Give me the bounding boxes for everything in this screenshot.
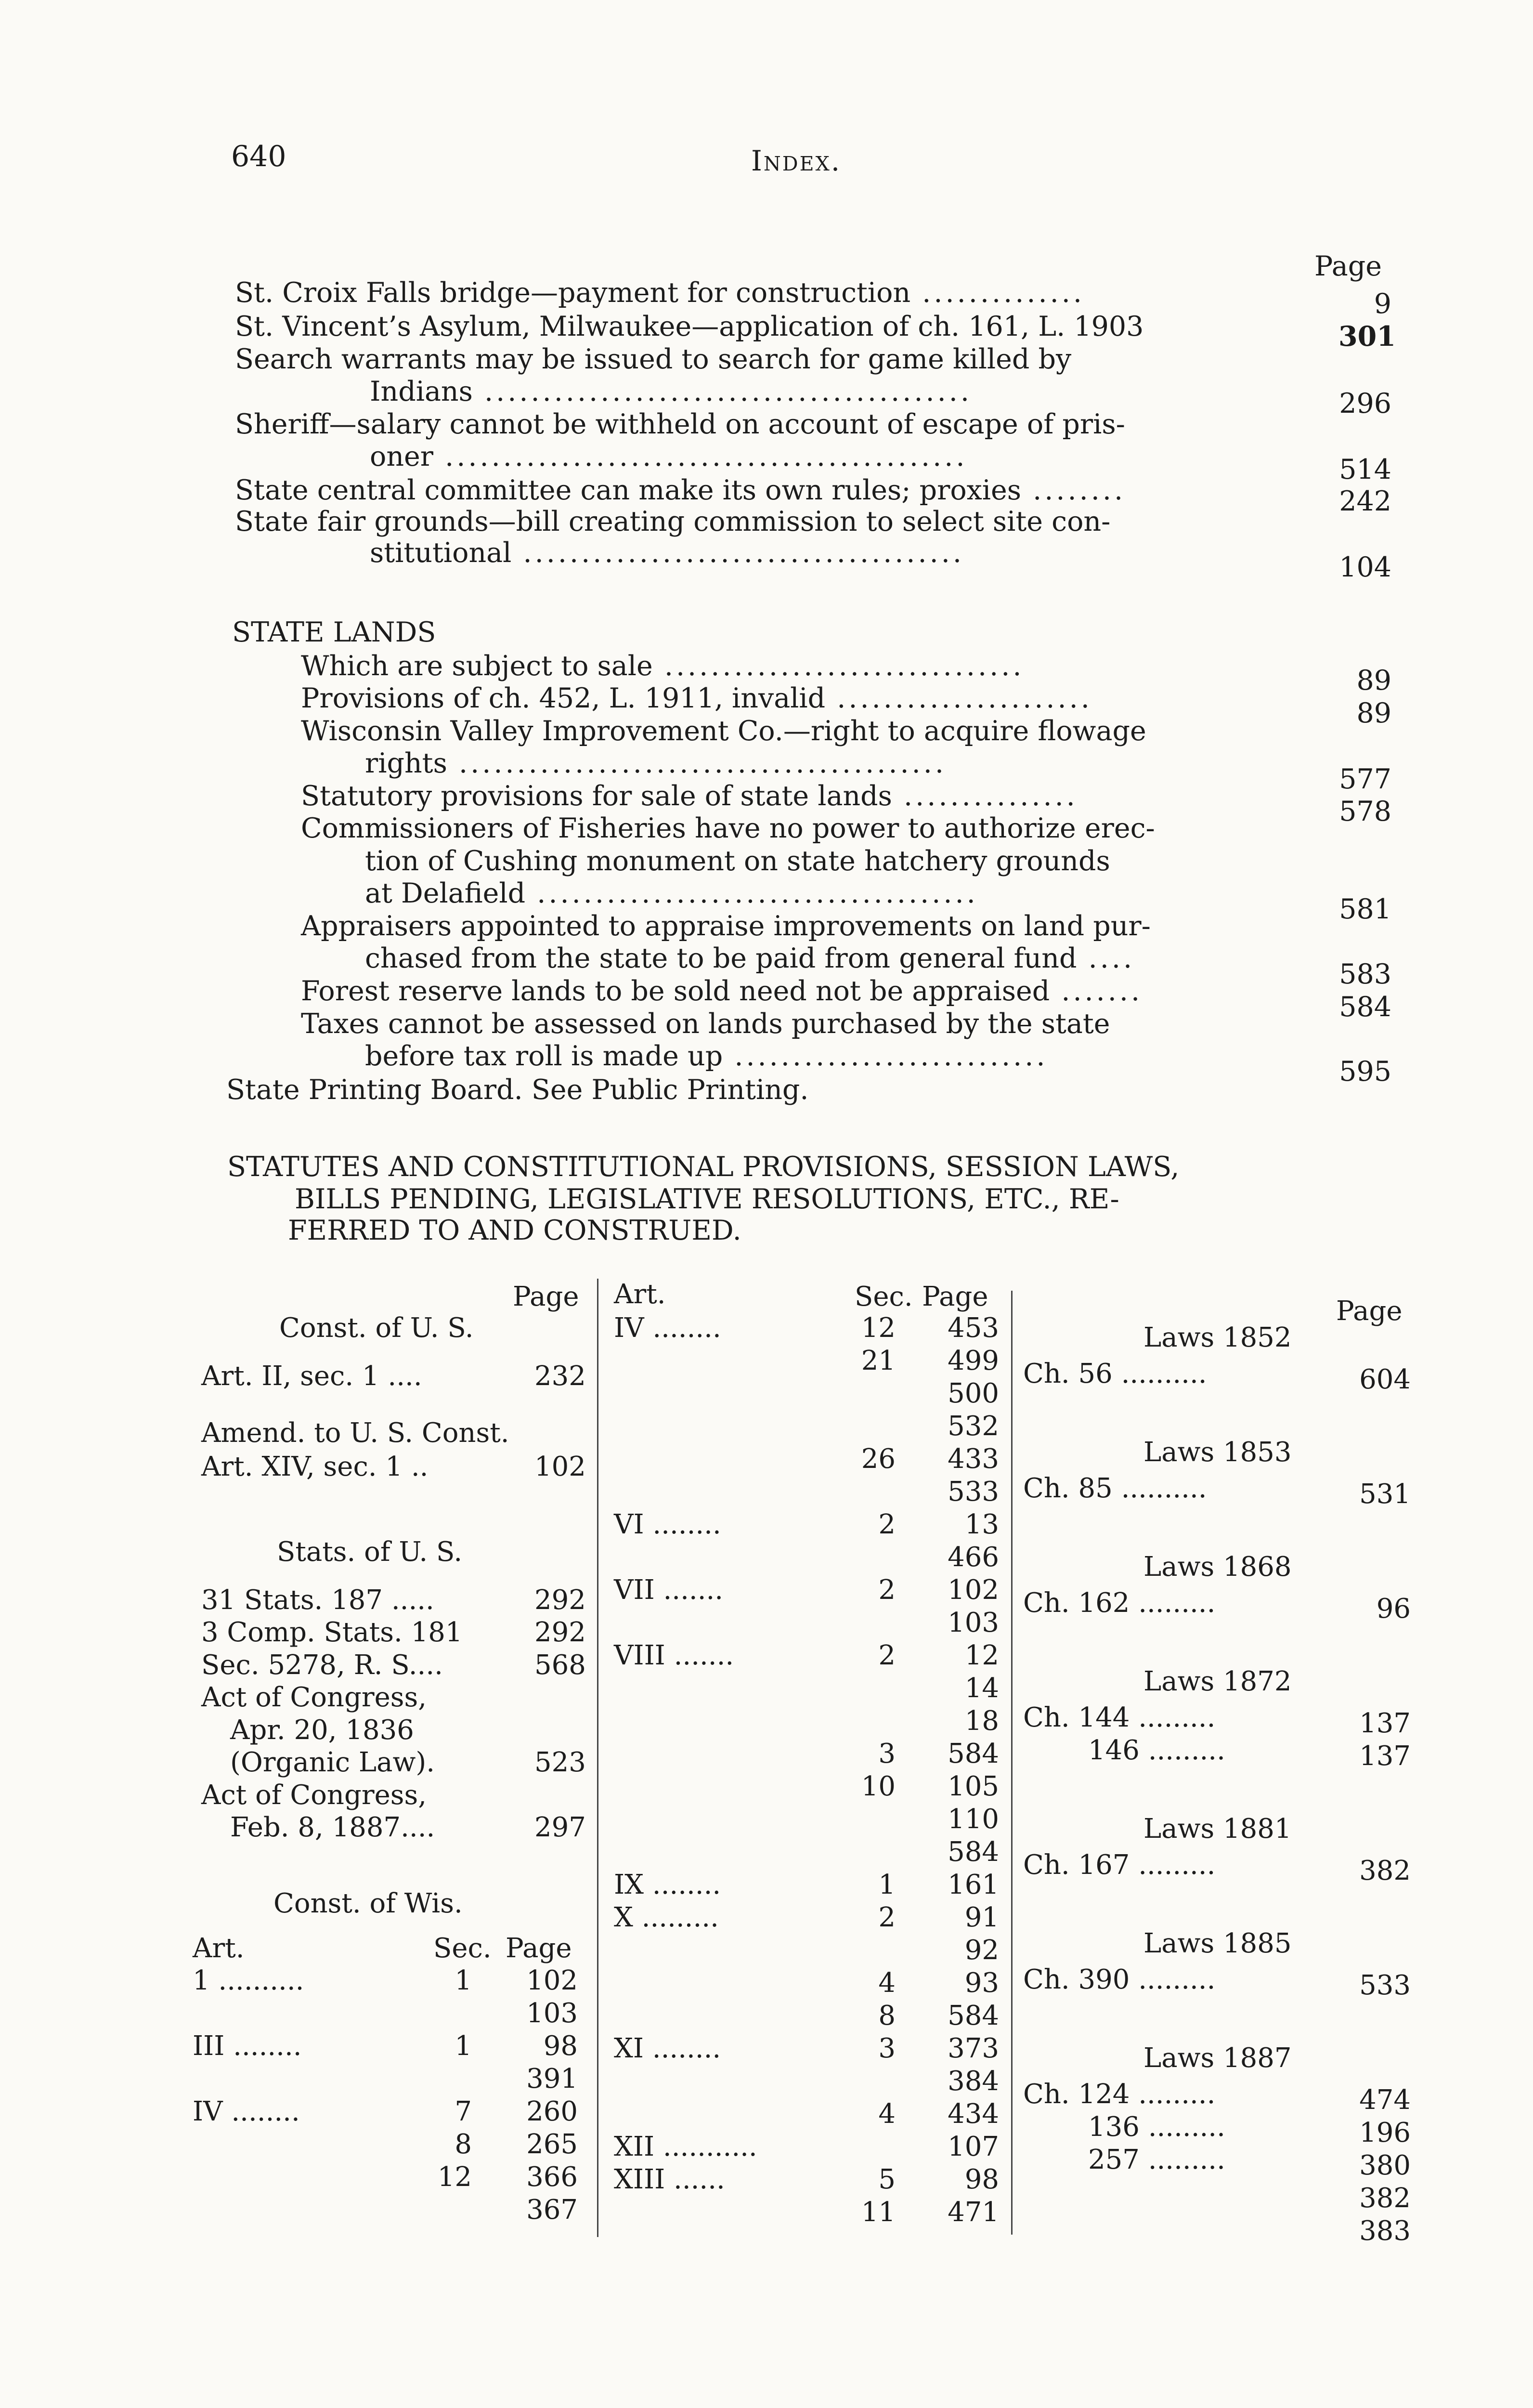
index-entry: Provisions of ch. 452, L. 1911, invalid ...................... bbox=[301, 682, 1092, 714]
index-entry: Which are subject to sale ............................... bbox=[301, 650, 1025, 682]
table-row-page: 14 bbox=[964, 1673, 999, 1704]
index-entry: Appraisers appointed to appraise improvements on land pur- bbox=[301, 910, 1151, 942]
index-entry: St. Vincent’s Asylum, Milwaukee—application of ch. 161, L. 1903 bbox=[235, 311, 1144, 342]
table-row-sec: 3 bbox=[878, 2033, 896, 2064]
index-entry-cont: at Delafield ...................................... bbox=[365, 877, 978, 909]
act-line: Apr. 20, 1836 bbox=[230, 1714, 414, 1746]
col-label-sec: Sec. bbox=[855, 1281, 913, 1312]
table-row-page: 383 bbox=[1359, 2215, 1411, 2247]
index-entry-page: 584 bbox=[1339, 991, 1391, 1023]
index-entry: Statutory provisions for sale of state lands ............... bbox=[301, 780, 1078, 812]
table-row-sec: 1 bbox=[878, 1869, 896, 1900]
table-row-page: 533 bbox=[1359, 1970, 1411, 2001]
laws-year-heading: Laws 1872 bbox=[1143, 1666, 1292, 1697]
table-row-page: 604 bbox=[1359, 1364, 1411, 1395]
table-row-sec: 2 bbox=[878, 1640, 896, 1671]
col1-page-label: Page bbox=[513, 1281, 579, 1312]
table-row-art: 1 .......... bbox=[193, 1965, 304, 1996]
table-row-page: 91 bbox=[964, 1902, 999, 1933]
subheading-const-us: Const. of U. S. bbox=[279, 1312, 474, 1344]
table-row-art: IV ........ bbox=[193, 2096, 300, 2127]
column-rule bbox=[1011, 1291, 1013, 2235]
index-entry-page: 578 bbox=[1339, 796, 1391, 827]
index-entry-page: 583 bbox=[1339, 958, 1391, 990]
section-heading-cont: BILLS PENDING, LEGISLATIVE RESOLUTIONS, ETC., RE- bbox=[295, 1183, 1119, 1215]
table-row-page: 103 bbox=[526, 1998, 578, 2029]
laws-year-heading: Laws 1885 bbox=[1143, 1928, 1292, 1959]
index-entry: Commissioners of Fisheries have no power to authorize erec- bbox=[301, 812, 1155, 844]
table-row-page: 265 bbox=[526, 2129, 578, 2160]
table-row-label: 31 Stats. 187 ..... bbox=[201, 1584, 434, 1616]
table-row-sec: 26 bbox=[861, 1443, 896, 1475]
table-row-page: 366 bbox=[526, 2161, 578, 2193]
index-entry-page: 89 bbox=[1356, 665, 1391, 696]
table-row-chapter: 146 ......... bbox=[1088, 1735, 1225, 1766]
table-row-page: 103 bbox=[948, 1607, 999, 1638]
table-row-sec: 5 bbox=[878, 2164, 896, 2195]
table-row-art: VI ........ bbox=[614, 1509, 721, 1540]
table-row-page: 434 bbox=[948, 2098, 999, 2130]
subheading-stats-us: Stats. of U. S. bbox=[277, 1536, 463, 1568]
table-row-page: 105 bbox=[948, 1771, 999, 1802]
table-row-page: 102 bbox=[948, 1574, 999, 1606]
index-entry-page: 577 bbox=[1339, 763, 1391, 795]
table-row-page: 232 bbox=[534, 1361, 586, 1392]
laws-year-heading: Laws 1881 bbox=[1143, 1813, 1292, 1845]
table-row-page: 102 bbox=[526, 1965, 578, 1996]
col-label-art: Art. bbox=[614, 1279, 666, 1310]
table-row-page: 137 bbox=[1359, 1741, 1411, 1772]
table-row-art: IV ........ bbox=[614, 1312, 721, 1344]
table-row-page: 137 bbox=[1359, 1708, 1411, 1739]
index-entry-cont: Indians .......................................... bbox=[370, 376, 972, 407]
table-row-page: 433 bbox=[948, 1443, 999, 1475]
subheading-const-wis: Const. of Wis. bbox=[273, 1888, 463, 1919]
table-row-page: 12 bbox=[964, 1640, 999, 1671]
index-entry-page: 9 bbox=[1374, 288, 1391, 320]
table-row-page: 107 bbox=[948, 2131, 999, 2162]
cross-reference: State Printing Board. See Public Printing. bbox=[226, 1074, 809, 1106]
index-entry-page: 514 bbox=[1339, 454, 1391, 485]
table-row-sec: 4 bbox=[878, 2098, 896, 2130]
col-label-art: Art. bbox=[193, 1933, 245, 1964]
table-row-sec: 21 bbox=[861, 1345, 896, 1376]
table-row-page: 93 bbox=[964, 1967, 999, 1999]
table-row-chapter: Ch. 162 ......... bbox=[1023, 1587, 1216, 1619]
table-row-page: 98 bbox=[964, 2164, 999, 2195]
index-entry: State central committee can make its own rules; proxies ........ bbox=[235, 474, 1126, 506]
table-row-chapter: 136 ......... bbox=[1088, 2111, 1225, 2143]
table-row-art: VII ....... bbox=[614, 1574, 724, 1606]
col-label-sec: Sec. bbox=[433, 1933, 492, 1964]
table-row-chapter: Ch. 85 .......... bbox=[1023, 1473, 1207, 1504]
index-entry-page: 301 bbox=[1338, 320, 1396, 353]
index-entry: Taxes cannot be assessed on lands purchased by the state bbox=[301, 1008, 1110, 1040]
index-entry-page: 89 bbox=[1356, 697, 1391, 729]
laws-year-heading: Laws 1853 bbox=[1143, 1437, 1292, 1468]
table-row-page: 471 bbox=[948, 2197, 999, 2228]
table-row-page: 523 bbox=[534, 1747, 586, 1778]
table-row-art: XII ........... bbox=[614, 2131, 757, 2162]
table-row-page: 161 bbox=[948, 1869, 999, 1900]
table-row-sec: 12 bbox=[861, 1312, 896, 1344]
table-row-page: 373 bbox=[948, 2033, 999, 2064]
page-number: 640 bbox=[231, 140, 286, 173]
index-entry-cont: tion of Cushing monument on state hatchery grounds bbox=[365, 845, 1110, 877]
table-row-chapter: Ch. 144 ......... bbox=[1023, 1702, 1216, 1733]
index-entry-cont: stitutional ...................................... bbox=[370, 537, 965, 569]
table-row-page: 380 bbox=[1359, 2150, 1411, 2181]
table-row-sec: 11 bbox=[861, 2197, 896, 2228]
table-row-art: III ........ bbox=[193, 2030, 302, 2062]
table-row-page: 382 bbox=[1359, 1855, 1411, 1886]
table-row-page: 367 bbox=[526, 2194, 578, 2225]
table-row-sec: 7 bbox=[455, 2096, 472, 2127]
table-row-sec: 2 bbox=[878, 1574, 896, 1606]
act-line: Feb. 8, 1887.... bbox=[230, 1812, 435, 1843]
table-row-page: 453 bbox=[948, 1312, 999, 1344]
table-row-sec: 3 bbox=[878, 1738, 896, 1769]
table-row-sec: 2 bbox=[878, 1509, 896, 1540]
table-row-page: 532 bbox=[948, 1411, 999, 1442]
index-entry: Search warrants may be issued to search for game killed by bbox=[235, 343, 1072, 375]
table-row-page: 98 bbox=[543, 2030, 578, 2062]
index-entry: Wisconsin Valley Improvement Co.—right to acquire flowage bbox=[301, 715, 1146, 747]
col-label-page: Page bbox=[506, 1933, 572, 1964]
index-entry-page: 242 bbox=[1339, 485, 1391, 517]
table-row-chapter: Ch. 124 ......... bbox=[1023, 2079, 1216, 2110]
page-column-label: Page bbox=[1314, 250, 1382, 282]
index-entry: Sheriff—salary cannot be withheld on account of escape of pris- bbox=[235, 408, 1125, 440]
section-heading-cont: FERRED TO AND CONSTRUED. bbox=[288, 1215, 741, 1246]
table-row-chapter: 257 ......... bbox=[1088, 2144, 1225, 2175]
index-entry-cont: chased from the state to be paid from general fund .... bbox=[365, 942, 1135, 974]
act-line: Act of Congress, bbox=[201, 1682, 427, 1713]
column-rule bbox=[597, 1279, 598, 2237]
table-row-sec: 1 bbox=[455, 1965, 472, 1996]
act-line: (Organic Law). bbox=[230, 1747, 435, 1778]
table-row-page: 102 bbox=[534, 1451, 586, 1482]
table-row-page: 13 bbox=[964, 1509, 999, 1540]
table-row-page: 292 bbox=[534, 1584, 586, 1616]
laws-year-heading: Laws 1852 bbox=[1143, 1322, 1292, 1353]
section-heading: STATUTES AND CONSTITUTIONAL PROVISIONS, SESSION LAWS, bbox=[227, 1151, 1180, 1183]
table-row-page: 466 bbox=[948, 1542, 999, 1573]
table-row-page: 500 bbox=[948, 1378, 999, 1409]
table-row-page: 384 bbox=[948, 2066, 999, 2097]
index-entry: Forest reserve lands to be sold need not be appraised ....... bbox=[301, 975, 1143, 1007]
table-row-page: 584 bbox=[948, 1836, 999, 1868]
col3-page-label: Page bbox=[1336, 1296, 1403, 1327]
table-row-chapter: Ch. 56 .......... bbox=[1023, 1358, 1207, 1389]
table-row-art: VIII ....... bbox=[614, 1640, 734, 1671]
table-row-sec: 12 bbox=[437, 2161, 472, 2193]
laws-year-heading: Laws 1887 bbox=[1143, 2042, 1292, 2074]
table-row-page: 391 bbox=[526, 2063, 578, 2094]
index-entry-cont: rights .......................................... bbox=[365, 747, 947, 779]
table-row-page: 92 bbox=[964, 1935, 999, 1966]
table-row-page: 110 bbox=[948, 1804, 999, 1835]
table-row-sec: 4 bbox=[878, 1967, 896, 1999]
index-entry: State fair grounds—bill creating commission to select site con- bbox=[235, 506, 1111, 537]
section-heading: STATE LANDS bbox=[232, 616, 436, 648]
table-row-art: XIII ...... bbox=[614, 2164, 725, 2195]
index-entry-page: 296 bbox=[1339, 388, 1391, 419]
table-row-page: 292 bbox=[534, 1617, 586, 1648]
index-entry-page: 595 bbox=[1339, 1056, 1391, 1087]
table-row-page: 297 bbox=[534, 1812, 586, 1843]
table-row-page: 96 bbox=[1376, 1593, 1411, 1624]
table-row-page: 196 bbox=[1359, 2117, 1411, 2148]
table-row-chapter: Ch. 167 ......... bbox=[1023, 1849, 1216, 1881]
table-row-page: 260 bbox=[526, 2096, 578, 2127]
table-row-label: Art. XIV, sec. 1 .. bbox=[201, 1451, 429, 1482]
col-label-page: Page bbox=[922, 1281, 988, 1312]
table-row-label: 3 Comp. Stats. 181 bbox=[201, 1617, 463, 1648]
table-row-page: 568 bbox=[534, 1649, 586, 1681]
index-entry: St. Croix Falls bridge—payment for construction .............. bbox=[235, 277, 1085, 309]
table-row-label: Art. II, sec. 1 .... bbox=[201, 1361, 422, 1392]
index-entry-page: 581 bbox=[1339, 893, 1391, 925]
index-entry-page: 104 bbox=[1339, 551, 1391, 583]
table-row-page: 18 bbox=[964, 1705, 999, 1737]
page-title: Index. bbox=[751, 144, 842, 177]
table-row-sec: 2 bbox=[878, 1902, 896, 1933]
table-row-chapter: Ch. 390 ......... bbox=[1023, 1964, 1216, 1995]
table-row-art: X ......... bbox=[614, 1902, 719, 1933]
table-row-page: 584 bbox=[948, 1738, 999, 1769]
table-row-page: 533 bbox=[948, 1476, 999, 1507]
table-row-sec: 10 bbox=[861, 1771, 896, 1802]
table-row-page: 499 bbox=[948, 1345, 999, 1376]
laws-year-heading: Laws 1868 bbox=[1143, 1551, 1292, 1583]
table-row-label: Sec. 5278, R. S.... bbox=[201, 1649, 443, 1681]
index-entry-cont: oner ............................................. bbox=[370, 441, 968, 472]
table-row-sec: 8 bbox=[455, 2129, 472, 2160]
table-row-page: 531 bbox=[1359, 1479, 1411, 1510]
index-entry-cont: before tax roll is made up ........................... bbox=[365, 1040, 1048, 1072]
table-row-sec: 8 bbox=[878, 2000, 896, 2031]
table-row-sec: 1 bbox=[455, 2030, 472, 2062]
table-row-page: 382 bbox=[1359, 2183, 1411, 2214]
table-row-art: XI ........ bbox=[614, 2033, 721, 2064]
table-row-art: IX ........ bbox=[614, 1869, 721, 1900]
table-row-page: 474 bbox=[1359, 2084, 1411, 2116]
act-line: Act of Congress, bbox=[201, 1780, 427, 1811]
table-row-page: 584 bbox=[948, 2000, 999, 2031]
subheading-amend: Amend. to U. S. Const. bbox=[201, 1417, 509, 1449]
